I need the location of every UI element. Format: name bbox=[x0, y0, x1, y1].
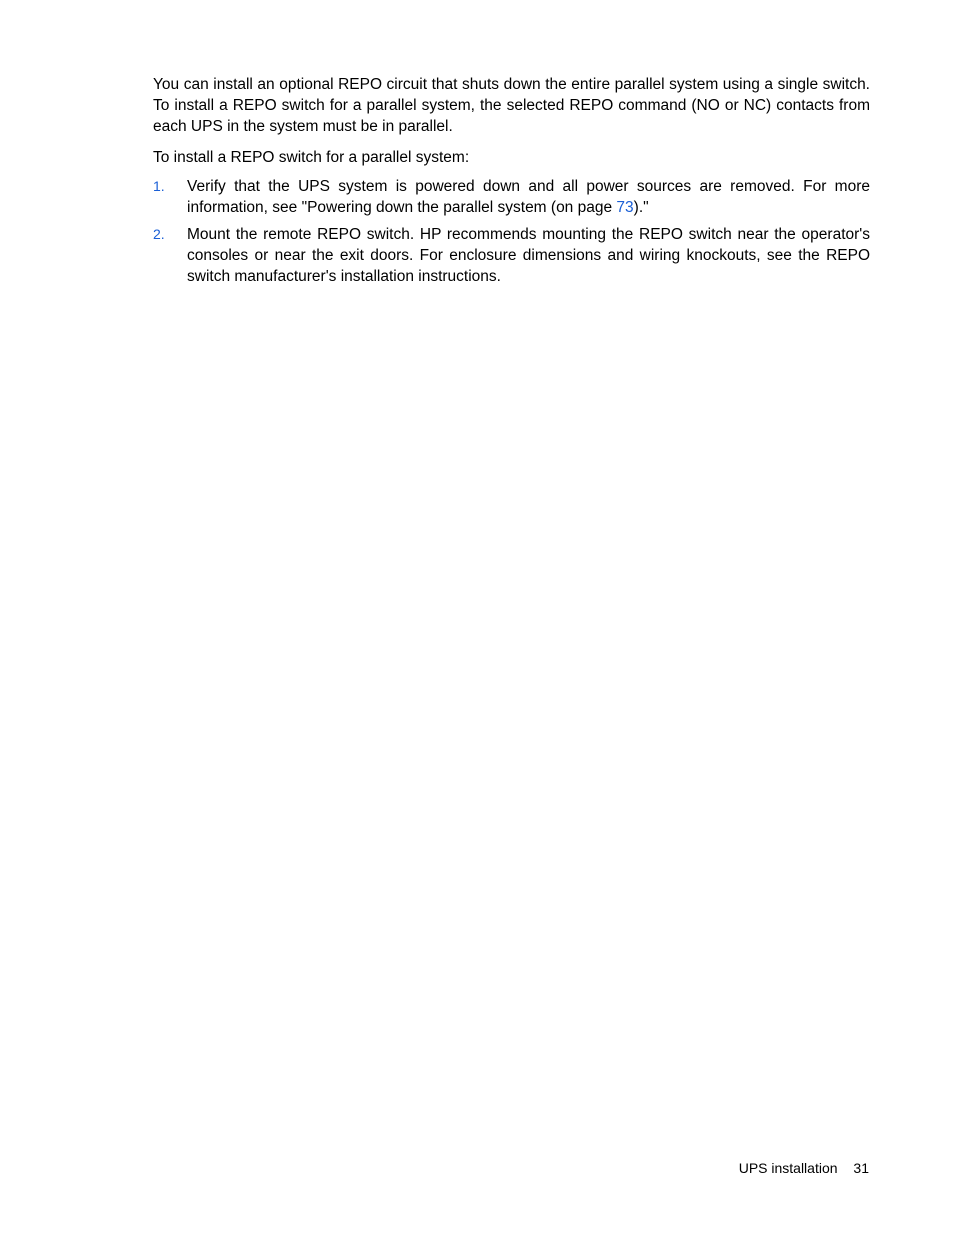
steps-list bbox=[153, 176, 870, 287]
list-item bbox=[153, 176, 870, 218]
step-text: Mount the remote REPO switch. HP recommends mounting the REPO switch near the operator's consoles or near the exit doors. For enclosure dimensions and wiring knockouts, see the REPO switch manufacturer's installation instructions. bbox=[187, 226, 870, 285]
step-text: Verify that the UPS system is powered down and all power sources are removed. For more information, see "Powering down the parallel system (on page bbox=[187, 178, 870, 216]
page-body bbox=[153, 74, 870, 293]
step-number: 2. bbox=[153, 226, 165, 242]
footer-section-title: UPS installation bbox=[738, 1160, 838, 1176]
step-text-end: )." bbox=[633, 199, 649, 216]
steps-lead-in: To install a REPO switch for a parallel system: bbox=[153, 149, 470, 166]
page-number: 31 bbox=[853, 1160, 869, 1176]
intro-paragraph: You can install an optional REPO circuit that shuts down the entire parallel system using a single switch. To install a REPO switch for a parallel system, the selected REPO command (NO or NC) contacts from each UPS in the system must be in parallel. bbox=[153, 76, 870, 135]
page-reference-link[interactable]: 73 bbox=[616, 199, 634, 216]
step-number: 1. bbox=[153, 178, 165, 194]
page-footer bbox=[739, 1158, 869, 1178]
list-item bbox=[153, 224, 870, 287]
